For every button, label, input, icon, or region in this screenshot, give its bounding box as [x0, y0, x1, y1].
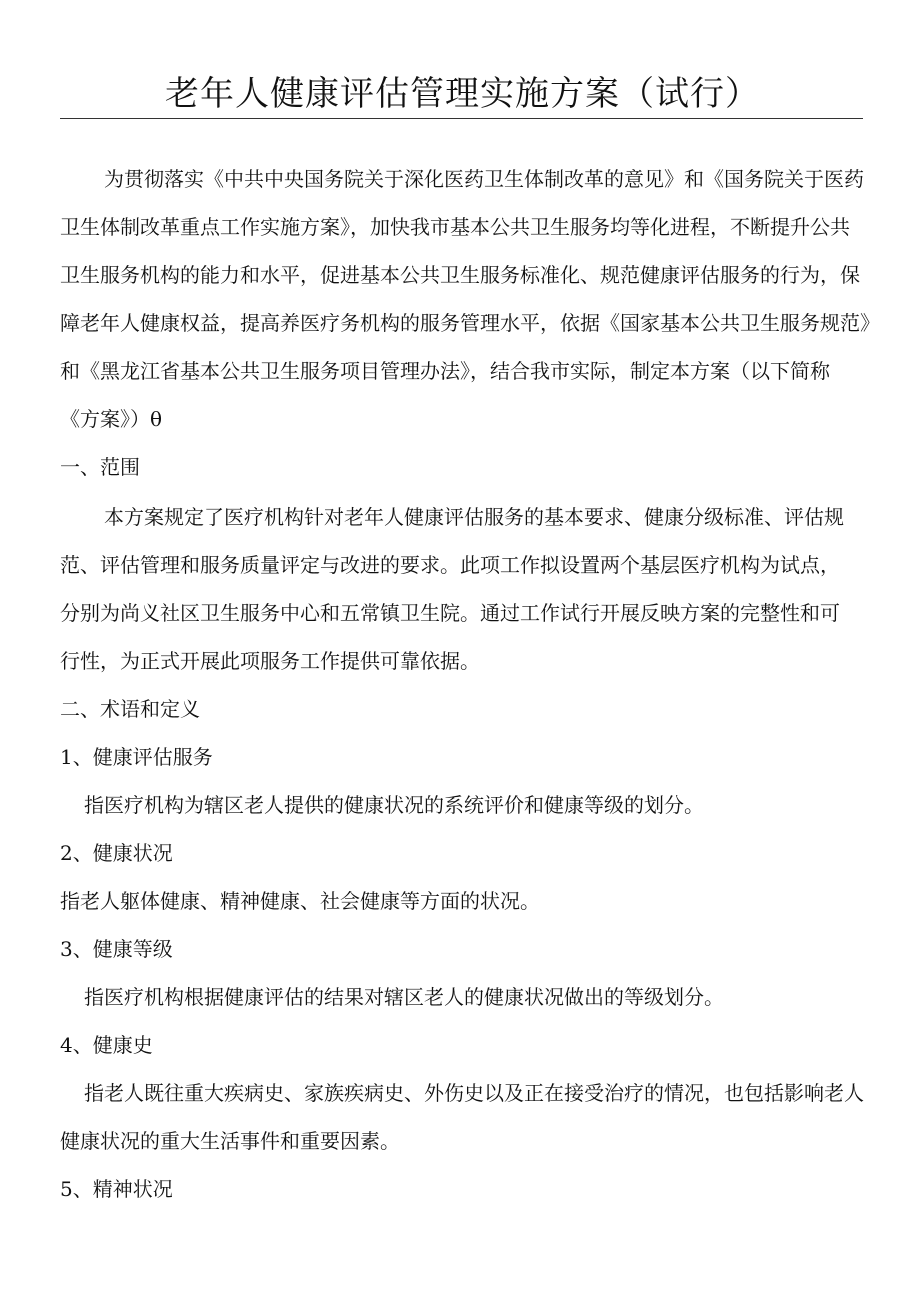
scope-line-4: 行性，为正式开展此项服务工作提供可靠依据。	[60, 649, 480, 673]
title-underline	[60, 118, 863, 119]
section-heading-terms: 二、术语和定义	[60, 697, 200, 721]
term-definition-2: 指老人躯体健康、精神健康、社会健康等方面的状况。	[60, 889, 540, 913]
intro-line-1: 为贯彻落实《中共中央国务院关于深化医药卫生体制改革的意见》和《国务院关于医药	[104, 167, 864, 191]
scope-line-3: 分别为尚义社区卫生服务中心和五常镇卫生院。通过工作试行开展反映方案的完整性和可	[60, 601, 840, 625]
section-heading-scope: 一、范围	[60, 455, 140, 479]
term-heading-2: 2、健康状况	[60, 841, 173, 865]
intro-line-3: 卫生服务机构的能力和水平，促进基本公共卫生服务标准化、规范健康评估服务的行为，保	[60, 263, 860, 287]
term-definition-4-line-1: 指老人既往重大疾病史、家族疾病史、外伤史以及正在接受治疗的情况，也包括影响老人	[84, 1081, 864, 1105]
intro-line-6: 《方案》）θ	[60, 407, 163, 431]
scope-line-2: 范、评估管理和服务质量评定与改进的要求。此项工作拟设置两个基层医疗机构为试点，	[60, 553, 840, 577]
intro-line-2: 卫生体制改革重点工作实施方案》，加快我市基本公共卫生服务均等化进程，不断提升公共	[60, 215, 850, 239]
intro-line-4: 障老年人健康权益，提高养医疗务机构的服务管理水平，依据《国家基本公共卫生服务规范》	[60, 311, 880, 335]
document-title: 老年人健康评估管理实施方案（试行）	[165, 74, 760, 114]
term-heading-4: 4、健康史	[60, 1033, 153, 1057]
term-definition-3: 指医疗机构根据健康评估的结果对辖区老人的健康状况做出的等级划分。	[84, 985, 724, 1009]
term-definition-1: 指医疗机构为辖区老人提供的健康状况的系统评价和健康等级的划分。	[84, 793, 704, 817]
term-heading-3: 3、健康等级	[60, 937, 173, 961]
scope-line-1: 本方案规定了医疗机构针对老年人健康评估服务的基本要求、健康分级标准、评估规	[104, 505, 844, 529]
term-heading-5: 5、精神状况	[60, 1177, 173, 1201]
intro-line-5: 和《黑龙江省基本公共卫生服务项目管理办法》，结合我市实际，制定本方案（以下简称	[60, 359, 830, 383]
term-heading-1: 1、健康评估服务	[60, 745, 213, 769]
term-definition-4-line-2: 健康状况的重大生活事件和重要因素。	[60, 1129, 400, 1153]
